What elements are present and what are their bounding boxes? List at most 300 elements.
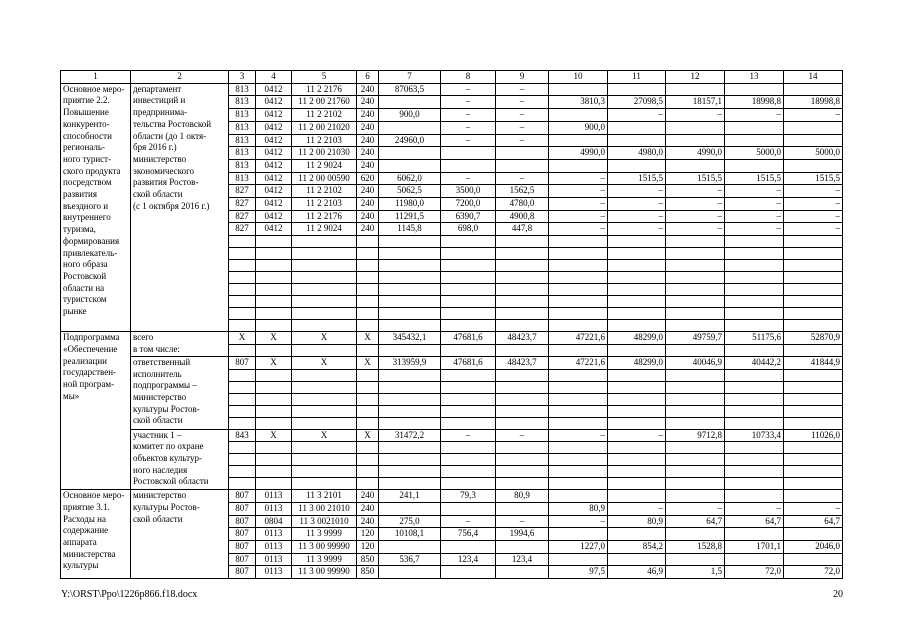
value-cell-col-9 <box>496 260 549 272</box>
executor-cell-line: инвестиций и <box>133 95 186 106</box>
value-cell-col-10 <box>549 393 608 405</box>
value-cell-col-10: – <box>549 515 608 528</box>
executor-cell-line: исполнитель <box>133 368 182 379</box>
value-cell-col-14 <box>784 159 843 172</box>
value-cell-col-5: 11 2 9024 <box>292 223 357 236</box>
measure-name-cell-line: реализации <box>63 355 107 366</box>
value-cell-col-9 <box>496 248 549 260</box>
value-cell-col-14 <box>784 553 843 566</box>
value-cell-col-10 <box>549 553 608 566</box>
value-cell-col-6: 620 <box>357 172 379 185</box>
value-cell-col-8 <box>441 442 496 454</box>
value-cell-col-5: 11 2 2102 <box>292 109 357 122</box>
value-cell-col-10 <box>549 159 608 172</box>
value-cell-col-13 <box>725 236 784 248</box>
value-cell-col-9: – <box>496 172 549 185</box>
value-cell-col-12: 49759,7 <box>666 332 725 345</box>
executor-cell-line: бря 2016 г.) <box>133 142 177 153</box>
value-cell-col-4: 0412 <box>256 121 292 134</box>
value-cell-col-7 <box>379 566 441 579</box>
value-cell-col-9: 48423,7 <box>496 332 549 345</box>
value-cell-col-14: 2046,0 <box>784 541 843 554</box>
value-cell-col-9 <box>496 284 549 296</box>
value-cell-col-12: – <box>666 185 725 198</box>
measure-name-cell-line: мы» <box>63 390 80 401</box>
value-cell-col-7 <box>379 284 441 296</box>
value-cell-col-7 <box>379 296 441 308</box>
value-cell-col-3: 807 <box>229 490 256 503</box>
value-cell-col-9 <box>496 308 549 320</box>
value-cell-col-11 <box>608 83 666 96</box>
value-cell-col-5 <box>292 296 357 308</box>
value-cell-col-3: X <box>229 332 256 345</box>
value-cell-col-5 <box>292 369 357 381</box>
value-cell-col-5 <box>292 417 357 429</box>
executor-cell-line: ного наследия <box>133 464 188 475</box>
value-cell-col-11: 4980,0 <box>608 147 666 160</box>
value-cell-col-11: 46,9 <box>608 566 666 579</box>
value-cell-col-4 <box>256 369 292 381</box>
value-cell-col-13 <box>725 490 784 503</box>
value-cell-col-7 <box>379 466 441 478</box>
value-cell-col-4 <box>256 296 292 308</box>
value-cell-col-7 <box>379 405 441 417</box>
value-cell-col-11 <box>608 236 666 248</box>
value-cell-col-8: 3500,0 <box>441 185 496 198</box>
value-cell-col-9 <box>496 381 549 393</box>
value-cell-col-11 <box>608 528 666 541</box>
value-cell-col-13 <box>725 260 784 272</box>
value-cell-col-10: 97,5 <box>549 566 608 579</box>
value-cell-col-4: 0412 <box>256 198 292 211</box>
value-cell-col-10 <box>549 466 608 478</box>
executor-cell-line: ской области <box>133 513 183 524</box>
value-cell-col-10: – <box>549 223 608 236</box>
value-cell-col-14 <box>784 528 843 541</box>
value-cell-col-13 <box>725 159 784 172</box>
executor-cell-line: департамент <box>133 83 182 94</box>
value-cell-col-12 <box>666 442 725 454</box>
value-cell-col-8 <box>441 393 496 405</box>
value-cell-col-11 <box>608 134 666 147</box>
value-cell-col-5: X <box>292 429 357 442</box>
value-cell-col-9 <box>496 478 549 490</box>
value-cell-col-6 <box>357 405 379 417</box>
value-cell-col-12 <box>666 405 725 417</box>
value-cell-col-8 <box>441 344 496 356</box>
value-cell-col-12: – <box>666 109 725 122</box>
value-cell-col-6: 240 <box>357 83 379 96</box>
value-cell-col-13 <box>725 381 784 393</box>
value-cell-col-13 <box>725 393 784 405</box>
value-cell-col-11 <box>608 248 666 260</box>
executor-cell-line: ответственный <box>133 356 191 367</box>
value-cell-col-4 <box>256 405 292 417</box>
measure-name-cell-line: культуры <box>63 560 99 571</box>
table-body <box>61 71 843 579</box>
value-cell-col-3: 813 <box>229 96 256 109</box>
value-cell-col-6: 850 <box>357 553 379 566</box>
value-cell-col-12: 64,7 <box>666 515 725 528</box>
value-cell-col-4: X <box>256 356 292 369</box>
value-cell-col-6: 240 <box>357 490 379 503</box>
executor-cell <box>131 490 229 579</box>
value-cell-col-8: – <box>441 172 496 185</box>
value-cell-col-9: – <box>496 429 549 442</box>
value-cell-col-11 <box>608 405 666 417</box>
value-cell-col-12: 40046,9 <box>666 356 725 369</box>
executor-cell-line: Ростовской области <box>133 476 209 487</box>
value-cell-col-6 <box>357 454 379 466</box>
value-cell-col-11 <box>608 159 666 172</box>
value-cell-col-5: 11 2 2176 <box>292 210 357 223</box>
value-cell-col-7: 1145,8 <box>379 223 441 236</box>
value-cell-col-9 <box>496 147 549 160</box>
value-cell-col-8 <box>441 308 496 320</box>
value-cell-col-10 <box>549 442 608 454</box>
value-cell-col-13: – <box>725 210 784 223</box>
value-cell-col-14 <box>784 393 843 405</box>
value-cell-col-5 <box>292 260 357 272</box>
header-cell-9: 9 <box>496 71 549 84</box>
value-cell-col-3: 827 <box>229 198 256 211</box>
value-cell-col-5: 11 3 00 21010 <box>292 502 357 515</box>
value-cell-col-10 <box>549 344 608 356</box>
measure-name-cell-line: способности <box>63 130 112 141</box>
value-cell-col-9: – <box>496 515 549 528</box>
value-cell-col-9 <box>496 272 549 284</box>
value-cell-col-6: 240 <box>357 223 379 236</box>
value-cell-col-7: 345432,1 <box>379 332 441 345</box>
value-cell-col-14 <box>784 308 843 320</box>
header-cell-10: 10 <box>549 71 608 84</box>
value-cell-col-13 <box>725 442 784 454</box>
value-cell-col-10 <box>549 260 608 272</box>
value-cell-col-9: – <box>496 83 549 96</box>
value-cell-col-11 <box>608 308 666 320</box>
value-cell-col-3: 807 <box>229 356 256 369</box>
executor-cell-line: в том числе: <box>133 343 180 354</box>
value-cell-col-11 <box>608 417 666 429</box>
value-cell-col-14: – <box>784 109 843 122</box>
value-cell-col-9 <box>496 566 549 579</box>
value-cell-col-4 <box>256 417 292 429</box>
value-cell-col-13: 10733,4 <box>725 429 784 442</box>
header-cell-8: 8 <box>441 71 496 84</box>
value-cell-col-14: 1515,5 <box>784 172 843 185</box>
value-cell-col-4 <box>256 466 292 478</box>
value-cell-col-14 <box>784 466 843 478</box>
value-cell-col-9 <box>496 541 549 554</box>
value-cell-col-5: X <box>292 332 357 345</box>
value-cell-col-11: – <box>608 429 666 442</box>
value-cell-col-14: – <box>784 210 843 223</box>
value-cell-col-11: – <box>608 502 666 515</box>
header-cell-7: 7 <box>379 71 441 84</box>
value-cell-col-8: 7200,0 <box>441 198 496 211</box>
value-cell-col-14: – <box>784 502 843 515</box>
value-cell-col-5 <box>292 381 357 393</box>
value-cell-col-12 <box>666 454 725 466</box>
value-cell-col-3 <box>229 308 256 320</box>
value-cell-col-10 <box>549 134 608 147</box>
value-cell-col-8: – <box>441 109 496 122</box>
value-cell-col-8: – <box>441 121 496 134</box>
value-cell-col-7: 11291,5 <box>379 210 441 223</box>
value-cell-col-8 <box>441 405 496 417</box>
value-cell-col-12 <box>666 159 725 172</box>
measure-name-cell-line: ного турист- <box>63 153 112 164</box>
value-cell-col-4 <box>256 308 292 320</box>
value-cell-col-13 <box>725 417 784 429</box>
value-cell-col-14 <box>784 369 843 381</box>
measure-name-cell-line: туризма, <box>63 224 96 235</box>
value-cell-col-7 <box>379 260 441 272</box>
header-cell-14: 14 <box>784 71 843 84</box>
value-cell-col-14: – <box>784 185 843 198</box>
value-cell-col-12 <box>666 284 725 296</box>
value-cell-col-3 <box>229 320 256 332</box>
value-cell-col-4: 0804 <box>256 515 292 528</box>
value-cell-col-8 <box>441 381 496 393</box>
value-cell-col-12: – <box>666 502 725 515</box>
value-cell-col-14: 52870,9 <box>784 332 843 345</box>
measure-name-cell-line: привлекатель- <box>63 247 118 258</box>
footer-page-number: 20 <box>833 589 843 600</box>
footer-file-path: Y:\ORST\Ppo\1226p866.f18.docx <box>61 589 198 600</box>
value-cell-col-5 <box>292 308 357 320</box>
value-cell-col-8 <box>441 369 496 381</box>
measure-name-cell-line: Ростовской <box>63 270 107 281</box>
value-cell-col-10 <box>549 248 608 260</box>
value-cell-col-11 <box>608 381 666 393</box>
value-cell-col-7 <box>379 541 441 554</box>
value-cell-col-6: 240 <box>357 147 379 160</box>
value-cell-col-4: 0412 <box>256 210 292 223</box>
header-cell-6: 6 <box>357 71 379 84</box>
value-cell-col-8: 47681,6 <box>441 332 496 345</box>
value-cell-col-7: 24960,0 <box>379 134 441 147</box>
value-cell-col-6: 240 <box>357 159 379 172</box>
value-cell-col-3: 827 <box>229 210 256 223</box>
value-cell-col-11 <box>608 272 666 284</box>
value-cell-col-12 <box>666 553 725 566</box>
executor-cell-line: области (до 1 октя- <box>133 130 207 141</box>
value-cell-col-11 <box>608 296 666 308</box>
value-cell-col-9 <box>496 417 549 429</box>
value-cell-col-13 <box>725 454 784 466</box>
value-cell-col-3: 813 <box>229 83 256 96</box>
value-cell-col-5: 11 2 2176 <box>292 83 357 96</box>
value-cell-col-9 <box>496 344 549 356</box>
value-cell-col-3: 843 <box>229 429 256 442</box>
executor-cell <box>131 356 229 429</box>
value-cell-col-4 <box>256 393 292 405</box>
value-cell-col-13: 5000,0 <box>725 147 784 160</box>
measure-name-cell-line: содержание <box>63 525 109 536</box>
executor-cell-line: ской области <box>133 189 183 200</box>
value-cell-col-7 <box>379 502 441 515</box>
value-cell-col-3: 813 <box>229 109 256 122</box>
value-cell-col-11: 27098,5 <box>608 96 666 109</box>
value-cell-col-12: 4990,0 <box>666 147 725 160</box>
value-cell-col-5 <box>292 236 357 248</box>
executor-cell-line: тельства Ростовской <box>133 118 212 129</box>
value-cell-col-8: 698,0 <box>441 223 496 236</box>
value-cell-col-13 <box>725 478 784 490</box>
value-cell-col-4: 0412 <box>256 134 292 147</box>
value-cell-col-7: 31472,2 <box>379 429 441 442</box>
value-cell-col-4: 0113 <box>256 541 292 554</box>
value-cell-col-3 <box>229 369 256 381</box>
value-cell-col-4: 0113 <box>256 528 292 541</box>
value-cell-col-5: 11 2 00 21020 <box>292 121 357 134</box>
measure-name-cell-line: туристском <box>63 294 107 305</box>
value-cell-col-7 <box>379 272 441 284</box>
value-cell-col-12: 1528,8 <box>666 541 725 554</box>
value-cell-col-7: 6062,0 <box>379 172 441 185</box>
value-cell-col-3 <box>229 284 256 296</box>
value-cell-col-4: 0412 <box>256 223 292 236</box>
value-cell-col-6 <box>357 308 379 320</box>
value-cell-col-12: 18157,1 <box>666 96 725 109</box>
value-cell-col-12 <box>666 320 725 332</box>
value-cell-col-3 <box>229 236 256 248</box>
value-cell-col-3: 827 <box>229 223 256 236</box>
value-cell-col-12 <box>666 83 725 96</box>
value-cell-col-5 <box>292 272 357 284</box>
value-cell-col-13: – <box>725 223 784 236</box>
value-cell-col-7 <box>379 369 441 381</box>
measure-name-cell-line: ной програм- <box>63 378 115 389</box>
value-cell-col-5: 11 3 2101 <box>292 490 357 503</box>
value-cell-col-13: 1515,5 <box>725 172 784 185</box>
value-cell-col-13 <box>725 248 784 260</box>
value-cell-col-3 <box>229 442 256 454</box>
value-cell-col-3 <box>229 478 256 490</box>
value-cell-col-7 <box>379 442 441 454</box>
value-cell-col-11: – <box>608 198 666 211</box>
value-cell-col-6: 240 <box>357 502 379 515</box>
value-cell-col-10 <box>549 405 608 417</box>
value-cell-col-12: 1515,5 <box>666 172 725 185</box>
value-cell-col-3: 813 <box>229 172 256 185</box>
value-cell-col-4: 0113 <box>256 566 292 579</box>
value-cell-col-5: 11 3 9999 <box>292 553 357 566</box>
value-cell-col-6: 240 <box>357 210 379 223</box>
measure-name-cell-line: приятие 2.2. <box>63 95 110 106</box>
value-cell-col-9: 447,8 <box>496 223 549 236</box>
value-cell-col-4 <box>256 381 292 393</box>
value-cell-col-8: 6390,7 <box>441 210 496 223</box>
measure-name-cell-line: Подпрограмма <box>63 332 120 343</box>
value-cell-col-9 <box>496 405 549 417</box>
value-cell-col-10: 4990,0 <box>549 147 608 160</box>
value-cell-col-3 <box>229 296 256 308</box>
value-cell-col-9: – <box>496 121 549 134</box>
value-cell-col-14 <box>784 83 843 96</box>
value-cell-col-5 <box>292 284 357 296</box>
value-cell-col-10 <box>549 109 608 122</box>
value-cell-col-12 <box>666 417 725 429</box>
value-cell-col-14: 72,0 <box>784 566 843 579</box>
value-cell-col-14 <box>784 478 843 490</box>
value-cell-col-9: 4780,0 <box>496 198 549 211</box>
executor-cell <box>131 83 229 331</box>
value-cell-col-11 <box>608 478 666 490</box>
value-cell-col-8 <box>441 159 496 172</box>
value-cell-col-14 <box>784 260 843 272</box>
value-cell-col-11 <box>608 320 666 332</box>
value-cell-col-8: 123,4 <box>441 553 496 566</box>
value-cell-col-10: – <box>549 198 608 211</box>
value-cell-col-6 <box>357 369 379 381</box>
measure-name-cell-line: конкуренто- <box>63 118 110 129</box>
value-cell-col-5 <box>292 248 357 260</box>
value-cell-col-13 <box>725 308 784 320</box>
value-cell-col-11 <box>608 344 666 356</box>
value-cell-col-5: 11 2 2102 <box>292 185 357 198</box>
value-cell-col-7 <box>379 248 441 260</box>
value-cell-col-4: 0412 <box>256 96 292 109</box>
executor-cell-line: культуры Ростов- <box>133 501 200 512</box>
value-cell-col-7 <box>379 344 441 356</box>
measure-name-cell-line: Основное меро- <box>63 490 125 501</box>
value-cell-col-12 <box>666 344 725 356</box>
value-cell-col-5: 11 2 2103 <box>292 134 357 147</box>
executor-cell-line: экономического <box>133 165 195 176</box>
value-cell-col-13 <box>725 369 784 381</box>
value-cell-col-5: 11 2 9024 <box>292 159 357 172</box>
value-cell-col-8 <box>441 320 496 332</box>
measure-name-cell-line: региональ- <box>63 142 105 153</box>
value-cell-col-14 <box>784 320 843 332</box>
value-cell-col-13 <box>725 553 784 566</box>
value-cell-col-14: 64,7 <box>784 515 843 528</box>
value-cell-col-9 <box>496 159 549 172</box>
value-cell-col-6: 240 <box>357 121 379 134</box>
value-cell-col-10 <box>549 478 608 490</box>
value-cell-col-10 <box>549 417 608 429</box>
value-cell-col-6: 120 <box>357 541 379 554</box>
value-cell-col-9: – <box>496 134 549 147</box>
value-cell-col-7 <box>379 320 441 332</box>
value-cell-col-12 <box>666 466 725 478</box>
value-cell-col-8 <box>441 566 496 579</box>
value-cell-col-7 <box>379 381 441 393</box>
value-cell-col-3 <box>229 466 256 478</box>
value-cell-col-13: 40442,2 <box>725 356 784 369</box>
value-cell-col-10 <box>549 490 608 503</box>
value-cell-col-11 <box>608 393 666 405</box>
value-cell-col-7 <box>379 308 441 320</box>
value-cell-col-10: – <box>549 210 608 223</box>
value-cell-col-8 <box>441 236 496 248</box>
value-cell-col-14: 41844,9 <box>784 356 843 369</box>
value-cell-col-4: 0412 <box>256 109 292 122</box>
value-cell-col-3 <box>229 260 256 272</box>
value-cell-col-9 <box>496 454 549 466</box>
value-cell-col-14 <box>784 121 843 134</box>
value-cell-col-11 <box>608 260 666 272</box>
measure-name-cell-line: министерства <box>63 548 116 559</box>
value-cell-col-6: 240 <box>357 96 379 109</box>
value-cell-col-11: 48299,0 <box>608 332 666 345</box>
value-cell-col-6 <box>357 393 379 405</box>
value-cell-col-3: 807 <box>229 553 256 566</box>
executor-cell-line: министерство <box>133 391 187 402</box>
value-cell-col-11 <box>608 553 666 566</box>
